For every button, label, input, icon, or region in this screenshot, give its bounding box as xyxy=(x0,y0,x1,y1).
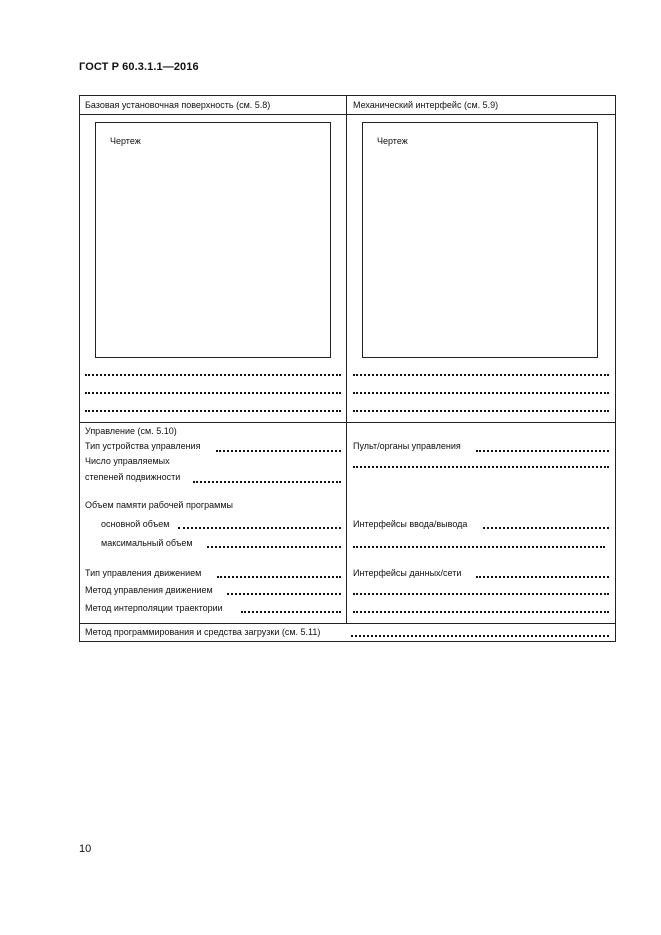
pendant-label: Пульт/органы управления xyxy=(353,441,461,451)
io-interfaces-field[interactable] xyxy=(483,527,609,529)
column-divider xyxy=(346,95,347,623)
drawing-note-line-left-2[interactable] xyxy=(85,392,341,394)
specification-form-table xyxy=(79,95,616,642)
pendant-field-line2[interactable] xyxy=(353,466,609,468)
table-border-left xyxy=(79,95,80,642)
drawing-area-right[interactable] xyxy=(362,122,598,358)
control-section-title: Управление (см. 5.10) xyxy=(85,426,177,436)
table-border-top xyxy=(79,95,616,96)
mechanical-interface-header: Механический интерфейс (см. 5.9) xyxy=(353,100,499,110)
motion-control-method-field[interactable] xyxy=(227,593,341,595)
programming-method-label: Метод программирования и средства загрузки (см. 5.11) xyxy=(85,627,321,637)
drawing-area-left[interactable] xyxy=(95,122,331,358)
memory-basic-label: основной объем xyxy=(101,519,170,529)
drawing-note-line-left-3[interactable] xyxy=(85,410,341,412)
data-interfaces-field[interactable] xyxy=(476,576,609,578)
device-type-field[interactable] xyxy=(216,450,341,452)
data-interfaces-field-line3[interactable] xyxy=(353,611,609,613)
table-border-bottom xyxy=(79,641,616,642)
drawing-label-right: Чертеж xyxy=(377,136,408,146)
drawing-label-left: Чертеж xyxy=(110,136,141,146)
motion-control-method-label: Метод управления движением xyxy=(85,585,213,595)
motion-control-type-label: Тип управления движением xyxy=(85,568,202,578)
drawing-note-line-right-1[interactable] xyxy=(353,374,609,376)
drawing-note-line-right-3[interactable] xyxy=(353,410,609,412)
header-row-divider xyxy=(79,114,616,115)
trajectory-interpolation-field[interactable] xyxy=(241,611,341,613)
drawing-row-divider xyxy=(79,422,616,423)
io-interfaces-field-line2[interactable] xyxy=(353,546,605,548)
table-border-right xyxy=(615,95,616,642)
dof-label-line2: степеней подвижности xyxy=(85,472,181,482)
memory-max-field[interactable] xyxy=(207,546,341,548)
trajectory-interpolation-label: Метод интерполяции траектории xyxy=(85,603,223,613)
control-row-divider xyxy=(79,623,616,624)
motion-control-type-field[interactable] xyxy=(217,576,341,578)
drawing-note-line-right-2[interactable] xyxy=(353,392,609,394)
data-interfaces-label: Интерфейсы данных/сети xyxy=(353,568,462,578)
dof-label-line1: Число управляемых xyxy=(85,456,170,466)
memory-title-label: Объем памяти рабочей программы xyxy=(85,500,233,510)
memory-max-label: максимальный объем xyxy=(101,538,193,548)
page-number: 10 xyxy=(79,843,92,855)
pendant-field[interactable] xyxy=(476,450,609,452)
io-interfaces-label: Интерфейсы ввода/вывода xyxy=(353,519,468,529)
drawing-note-line-left-1[interactable] xyxy=(85,374,341,376)
base-mounting-surface-header: Базовая установочная поверхность (см. 5.8) xyxy=(85,100,271,110)
data-interfaces-field-line2[interactable] xyxy=(353,593,609,595)
dof-field[interactable] xyxy=(193,481,341,483)
memory-basic-field[interactable] xyxy=(178,527,341,529)
programming-method-field[interactable] xyxy=(351,635,609,637)
device-type-label: Тип устройства управления xyxy=(85,441,201,451)
document-id-header: ГОСТ Р 60.3.1.1—2016 xyxy=(79,61,199,73)
